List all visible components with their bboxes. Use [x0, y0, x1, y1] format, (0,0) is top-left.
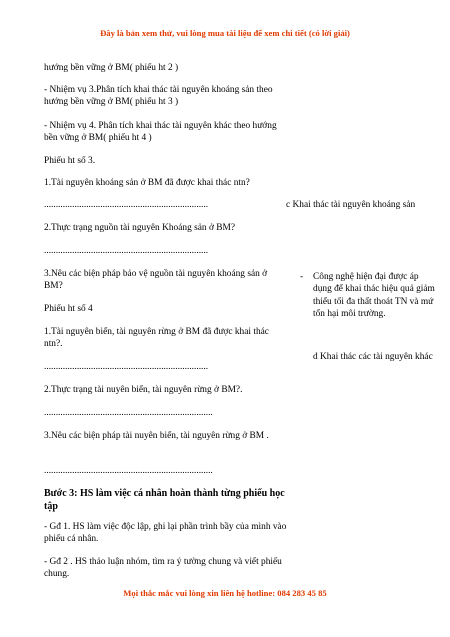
worksheet-3-heading: Phiếu ht số 3. — [44, 156, 96, 166]
bullet-line-4: tổn hại môi trường. — [313, 309, 386, 320]
worksheet-4-q1: 1.Tài nguyên biển, tài nguyên rừng ở BM đã được khai thác ntn?. — [44, 327, 269, 350]
stage-2-paragraph: - Gđ 2 . HS thảo luận nhóm, tìm ra ý tường chung và viết phiếu chung. — [44, 557, 282, 580]
worksheet-3-q1: 1.Tài nguyên khoáng sản ở BM đã được khai thác ntn? — [44, 178, 250, 188]
answer-dots-5: ........................................................................ — [44, 466, 213, 476]
hotline-banner: Mọi thắc mắc vui lòng xin liên hệ hotline: 084 283 45 85 — [123, 588, 327, 598]
bullet-dash: - — [300, 272, 304, 282]
step-3-heading: Bước 3: HS làm việc cá nhân hoàn thành từng phiếu học tập — [44, 488, 285, 513]
worksheet-4-q2: 2.Thực trạng tài nuyên biển, tài nguyên rừng ở BM?. — [44, 385, 243, 395]
worksheet-3-q3: 3.Nêu các biện pháp bảo vệ nguồn tài nguyên khoáng sản ở BM? — [44, 269, 268, 292]
answer-dots-4: ........................................................................ — [44, 408, 213, 418]
worksheet-3-q2: 2.Thực trạng nguồn tài nguyên Khoáng sản ở BM? — [44, 223, 235, 233]
paragraph-1: hướng bền vững ở BM( phiếu ht 2 ) — [44, 63, 179, 73]
answer-dots-2: ...................................................................... — [44, 246, 209, 256]
stage-1-paragraph: - Gđ 1. HS làm việc độc lập, ghi lại phần trình bầy của mình vào phiếu cá nhân. — [44, 522, 287, 545]
worksheet-4-heading: Phiếu ht số 4 — [44, 304, 93, 314]
bullet-line-1: Công nghệ hiện đại được áp — [313, 272, 419, 282]
task-3-paragraph: - Nhiệm vụ 3.Phân tích khai thác tài nguyên khoáng sản theo hướng bền vững ở BM( phiếu ht 3 ) — [44, 85, 273, 108]
bullet-line-2: dụng để khai thác hiệu quả giảm — [313, 284, 435, 295]
right-item-c: c Khai thác tài nguyên khoáng sản — [286, 200, 416, 210]
answer-dots-1: ...................................................................... — [44, 200, 209, 210]
preview-banner: Đây là bản xem thử, vui lòng mua tài liệu để xem chi tiết (có lời giải) — [100, 28, 350, 38]
bullet-line-3: thiểu tối đa thất thoát TN và mứ — [313, 296, 434, 307]
task-4-paragraph: - Nhiệm vụ 4. Phân tích khai thác tài nguyên khác theo hướng bền vững ở BM( phiếu ht 4 ) — [44, 121, 277, 144]
right-item-d: d Khai thác các tài nguyên khác — [313, 352, 433, 362]
right-bullet-text — [313, 271, 450, 321]
worksheet-4-q3: 3.Nêu các biện pháp tài nuyên biển, tài nguyên rừng ở BM . — [44, 431, 269, 441]
answer-dots-3: ...................................................................... — [44, 362, 209, 372]
